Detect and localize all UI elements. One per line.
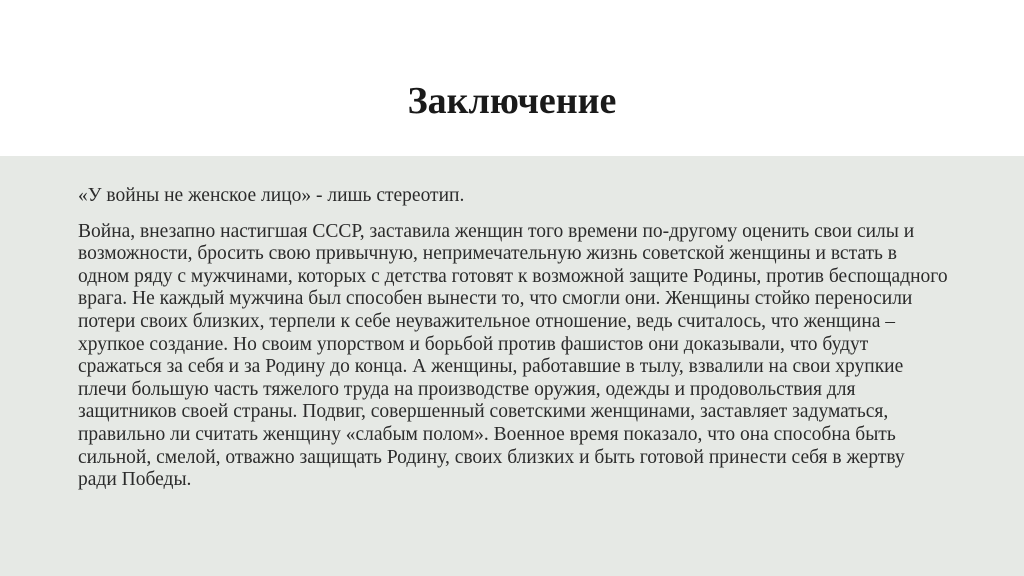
- lead-paragraph: «У войны не женское лицо» - лишь стереотип.: [78, 185, 465, 206]
- slide-title: Заключение: [407, 80, 617, 122]
- slide-header: [0, 0, 1024, 156]
- slide-body: [78, 185, 948, 492]
- body-paragraph: Война, внезапно настигшая СССР, заставила женщин того времени по-другому оценить свои силы и возможности, бросить свою привычную, непримечательную жизнь советской женщины и встать в одном ряду с мужчинами, которых с детства готовят к возможной защите Родины, против беспощадного врага. Не каждый мужчина был способен вынести то, что смогли они. Женщины стойко переносили потери своих близких, терпели к себе неуважительное отношение, ведь считалось, что женщина – хрупкое создание. Но своим упорством и борьбой против фашистов они доказывали, что будут сражаться за себя и за Родину до конца. А женщины, работавшие в тылу, взвалили на свои хрупкие плечи большую часть тяжелого труда на производстве оружия, одежды и продовольствия для защитников своей страны. Подвиг, совершенный советскими женщинами, заставляет задуматься, правильно ли считать женщину «слабым полом». Военное время показало, что она способна быть сильной, смелой, отважно защищать Родину, своих близких и быть готовой принести себя в жертву ради Победы.: [78, 220, 948, 491]
